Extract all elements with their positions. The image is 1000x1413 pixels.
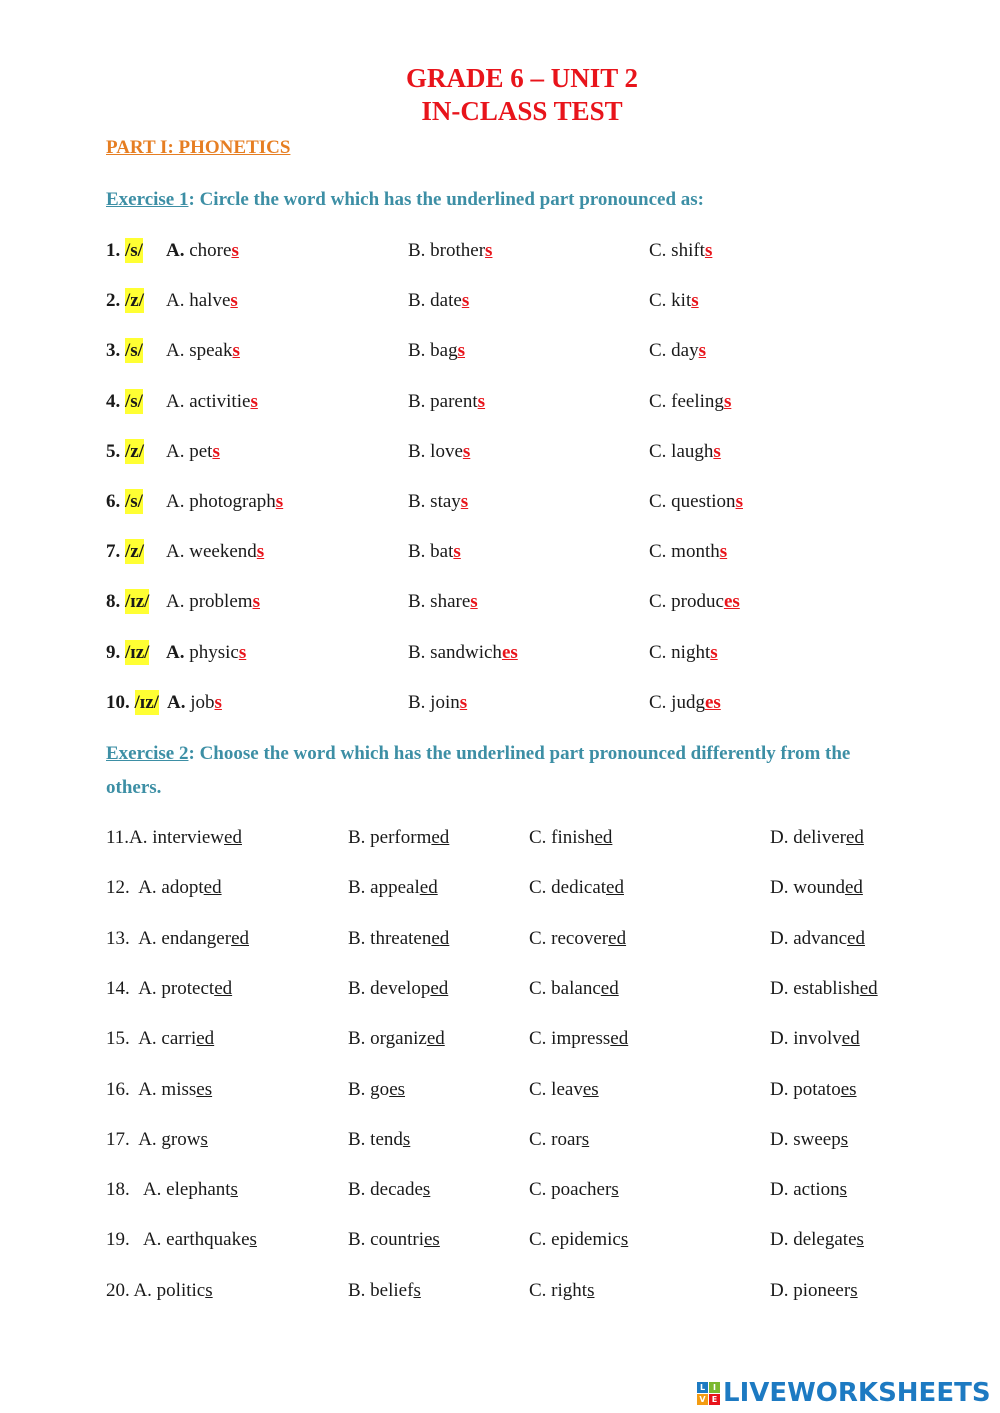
option-c-ending: ed (606, 877, 624, 899)
option-a (166, 286, 238, 316)
option-b-ending: ed (431, 927, 450, 949)
option-a (106, 974, 232, 1004)
option-d-ending: s (840, 1128, 849, 1150)
option-c-word: C. judg (649, 691, 705, 713)
item-number: 3. (106, 340, 121, 362)
page-title-line2: IN-CLASS TEST (421, 96, 623, 126)
option-a-prefix: A. (166, 541, 185, 563)
option-c (649, 286, 699, 316)
option-b-ending: s (422, 1179, 431, 1201)
option-b-ending: es (501, 641, 518, 663)
option-a-prefix: A. (166, 591, 185, 613)
option-c-word: C. finish (529, 827, 595, 848)
option-a-ending: s (231, 240, 239, 261)
phonetic-symbol: /ɪz/ (134, 691, 159, 713)
phonetic-symbol: /z/ (125, 290, 144, 312)
option-a-word: 12. A. adopt (106, 877, 204, 899)
option-b-word: B. date (408, 290, 462, 312)
option-d (770, 1075, 857, 1105)
option-a-ending: s (252, 591, 260, 613)
option-c (529, 924, 626, 954)
option-c-ending: s (611, 1179, 619, 1201)
option-d-word: D. pioneer (770, 1279, 851, 1301)
option-a-ending: s (256, 541, 265, 563)
logo-mark-i: I (709, 1382, 720, 1393)
option-b-ending: es (424, 1229, 440, 1251)
option-b (348, 1175, 430, 1205)
option-b-word: B. share (408, 591, 471, 613)
option-c-word: C. question (649, 491, 736, 512)
option-a-word: 16. A. miss (106, 1078, 197, 1100)
option-b (348, 1075, 405, 1105)
option-c (529, 1125, 589, 1155)
option-d-word: D. deliver (770, 827, 846, 848)
option-a-ending: s (200, 1128, 208, 1150)
option-b-word: B. sandwich (408, 641, 502, 663)
option-a-ending: s (249, 1229, 257, 1251)
item-number: 8. (106, 591, 121, 613)
option-b-ending: s (460, 491, 469, 512)
item-number: 1. (106, 240, 121, 261)
option-b-ending: es (389, 1078, 406, 1100)
option-a-stem: pet (184, 440, 213, 462)
option-a-prefix: A. (166, 491, 185, 512)
item-number: 5. (106, 440, 121, 462)
option-a (166, 236, 239, 266)
option-b-ending: ed (431, 827, 450, 848)
option-d-word: D. action (770, 1179, 840, 1201)
option-c-word: C. kit (649, 290, 692, 312)
option-a (106, 1024, 214, 1054)
item-number: 6. (106, 491, 121, 512)
item-number-cell (106, 587, 149, 617)
option-c-word: C. recover (529, 927, 609, 949)
option-d (770, 1024, 860, 1054)
option-d-ending: s (850, 1279, 858, 1301)
item-number-cell (106, 537, 144, 567)
option-c-word: C. produc (649, 591, 724, 613)
option-b (408, 387, 485, 417)
option-c-ending: ed (594, 827, 613, 848)
option-a-word: 13. A. endanger (106, 927, 232, 949)
option-c (649, 638, 718, 668)
option-b (348, 1125, 410, 1155)
option-b (348, 1024, 445, 1054)
option-c (649, 537, 727, 567)
option-c-ending: s (698, 340, 707, 362)
option-d-word: D. wound (770, 877, 845, 899)
option-c (649, 487, 743, 517)
logo-mark-icon (697, 1382, 720, 1405)
option-d-word: D. advanc (770, 927, 848, 949)
option-d-word: D. involv (770, 1028, 842, 1050)
option-c (649, 437, 721, 467)
option-b-word: B. belief (348, 1279, 414, 1301)
option-a-prefix: A. (166, 290, 185, 312)
option-a (106, 873, 222, 903)
option-c-word: C. impress (529, 1028, 611, 1050)
item-number-cell (106, 286, 144, 316)
phonetic-symbol: /z/ (125, 541, 144, 563)
option-a-ending: s (275, 491, 284, 512)
option-a-word: 20. A. politic (106, 1279, 206, 1301)
phonetic-symbol: /ɪz/ (125, 591, 150, 613)
option-c-word: C. poacher (529, 1179, 612, 1201)
exercise1-heading (106, 183, 704, 216)
option-a-stem: job (185, 691, 215, 713)
option-a-word: 15. A. carri (106, 1028, 197, 1050)
exercise1-label: Exercise 1 (106, 189, 189, 210)
option-a-stem: halve (184, 290, 231, 312)
option-c-ending: s (719, 541, 728, 563)
option-c-word: C. leav (529, 1078, 583, 1100)
option-b (408, 487, 468, 517)
option-a-prefix: A. (166, 641, 185, 663)
option-d (770, 924, 865, 954)
option-b-word: B. decade (348, 1179, 423, 1201)
logo-text: LIVEWORKSHEETS (723, 1378, 991, 1408)
option-d-word: D. establish (770, 977, 860, 999)
option-c-ending: ed (608, 927, 627, 949)
option-d (770, 873, 863, 903)
option-a (166, 537, 264, 567)
option-d-ending: s (839, 1179, 848, 1201)
option-c-word: C. laugh (649, 440, 714, 462)
option-b-word: B. bag (408, 340, 458, 362)
option-a-word: 18. A. elephant (106, 1179, 231, 1201)
page-title-line1: GRADE 6 – UNIT 2 (405, 63, 639, 93)
option-a-stem: photograph (184, 491, 276, 512)
option-c (529, 1276, 594, 1306)
option-c-ending: es (723, 591, 740, 613)
option-d-ending: ed (847, 927, 865, 949)
option-b-ending: s (462, 440, 471, 462)
item-number: 4. (106, 390, 121, 412)
option-a-prefix: A. (166, 340, 185, 362)
item-number-cell (106, 487, 143, 517)
option-c (649, 236, 712, 266)
option-a-ending: s (205, 1279, 213, 1301)
option-b-ending: s (485, 240, 493, 261)
option-b-word: B. bat (408, 541, 454, 563)
option-c-ending: s (735, 491, 743, 512)
option-a-ending: s (250, 390, 258, 412)
option-b-word: B. perform (348, 827, 432, 848)
option-d (770, 974, 878, 1004)
exercise1-instruction: : Circle the word which has the underlined part pronounced as: (188, 189, 704, 210)
option-b (408, 537, 461, 567)
item-number: 2. (106, 290, 121, 312)
option-c (529, 1225, 628, 1255)
option-d (770, 1276, 858, 1306)
option-b-word: B. stay (408, 491, 461, 512)
option-a-ending: s (232, 340, 240, 362)
option-b (348, 1276, 421, 1306)
option-b (408, 688, 467, 718)
option-a (166, 437, 220, 467)
option-a-prefix: A. (166, 390, 185, 412)
option-d (770, 823, 864, 853)
phonetic-symbol: /ɪz/ (125, 641, 150, 663)
option-c-ending: s (723, 390, 732, 412)
option-a (106, 1276, 213, 1306)
option-b-ending: s (413, 1279, 421, 1301)
option-a-ending: ed (214, 977, 233, 999)
option-d-ending: s (856, 1229, 864, 1251)
option-a-word: 17. A. grow (106, 1128, 201, 1150)
logo-mark-v: V (697, 1394, 708, 1405)
option-c (529, 1175, 619, 1205)
option-b-ending: s (457, 340, 466, 362)
option-c-word: C. feeling (649, 390, 724, 412)
option-c-ending: s (691, 290, 699, 312)
option-a-ending: s (212, 440, 220, 462)
option-a-ending: ed (203, 877, 222, 899)
phonetic-symbol: /s/ (125, 240, 143, 261)
option-c-word: C. night (649, 641, 711, 663)
option-c (529, 873, 624, 903)
option-c (649, 688, 721, 718)
option-a-ending: s (230, 1179, 238, 1201)
option-b-word: B. join (408, 691, 460, 713)
option-d-ending: ed (859, 977, 878, 999)
option-b-ending: s (453, 541, 461, 563)
liveworksheets-logo (697, 1376, 991, 1410)
part-heading: PART I: PHONETICS (106, 137, 291, 158)
option-c-ending: ed (600, 977, 619, 999)
option-a (166, 387, 258, 417)
option-b-ending: s (477, 390, 486, 412)
option-b-word: B. organiz (348, 1028, 427, 1050)
item-number: 9. (106, 641, 121, 663)
option-c-word: C. right (529, 1279, 588, 1301)
option-b (408, 587, 478, 617)
option-d-ending: ed (841, 1028, 860, 1050)
option-b (408, 638, 518, 668)
option-c (649, 587, 740, 617)
option-d-ending: es (840, 1078, 857, 1100)
option-c-ending: s (587, 1279, 595, 1301)
option-c (529, 1024, 628, 1054)
option-b-ending: s (459, 691, 468, 713)
option-b-word: B. threaten (348, 927, 432, 949)
option-b-word: B. countri (348, 1229, 424, 1251)
item-number: 10. (106, 691, 130, 713)
option-c-ending: s (713, 440, 721, 462)
exercise2-heading (106, 737, 850, 770)
option-a (166, 638, 246, 668)
option-c (529, 974, 619, 1004)
option-a-ending: s (230, 290, 238, 312)
option-b (348, 1225, 440, 1255)
option-a-word: 11.A. interview (106, 827, 225, 848)
phonetic-symbol: /z/ (125, 440, 144, 462)
option-b-ending: ed (430, 977, 449, 999)
option-a-ending: ed (224, 827, 242, 848)
option-b (348, 873, 438, 903)
option-c-ending: es (582, 1078, 599, 1100)
option-a (106, 1225, 257, 1255)
exercise2-label: Exercise 2 (106, 743, 189, 764)
item-number-cell (106, 336, 143, 366)
option-c (649, 336, 706, 366)
option-a-word: 19. A. earthquake (106, 1229, 250, 1251)
option-b-ending: s (461, 290, 470, 312)
option-a-ending: s (214, 691, 222, 713)
option-a (166, 487, 283, 517)
option-a-ending: ed (231, 927, 249, 949)
option-a (106, 1125, 208, 1155)
option-d (770, 1125, 848, 1155)
option-b (348, 974, 448, 1004)
option-c-ending: es (704, 691, 721, 713)
option-a-prefix: A. (166, 440, 185, 462)
exercise2-instruction-line1: : Choose the word which has the underlined part pronounced differently from the (188, 743, 851, 764)
option-a-ending: s (238, 641, 247, 663)
logo-mark-l: L (697, 1382, 708, 1393)
item-number-cell (106, 387, 143, 417)
option-a (167, 688, 222, 718)
option-a-stem: weekend (184, 541, 257, 563)
option-d-word: D. potato (770, 1078, 841, 1100)
item-number-cell (106, 236, 143, 266)
option-c-ending: ed (610, 1028, 629, 1050)
option-c (529, 823, 612, 853)
option-c-ending: s (620, 1229, 629, 1251)
option-d (770, 1175, 847, 1205)
option-b-ending: ed (419, 877, 438, 899)
option-b-ending: ed (426, 1028, 445, 1050)
option-b (408, 336, 465, 366)
option-c (529, 1075, 599, 1105)
option-b (348, 823, 449, 853)
option-b-word: B. go (348, 1078, 390, 1100)
option-d-ending: ed (844, 877, 863, 899)
option-c-word: C. day (649, 340, 699, 362)
option-b-word: B. love (408, 440, 463, 462)
option-c-word: C. shift (649, 240, 705, 261)
option-c-word: C. balanc (529, 977, 601, 999)
option-d-word: D. delegate (770, 1229, 857, 1251)
option-c (649, 387, 731, 417)
item-number: 7. (106, 541, 121, 563)
option-b (408, 286, 469, 316)
option-a-prefix: A. (167, 691, 186, 713)
option-a-word: 14. A. protect (106, 977, 215, 999)
logo-mark-e: E (709, 1394, 720, 1405)
item-number-cell (106, 638, 149, 668)
option-a-stem: physic (184, 641, 239, 663)
option-c-word: C. roar (529, 1128, 582, 1150)
option-a-stem: activitie (184, 390, 251, 412)
option-b-ending: s (470, 591, 478, 613)
option-b-word: B. parent (408, 390, 478, 412)
option-c-word: C. month (649, 541, 720, 563)
exercise2-instruction-line2: others. (106, 777, 162, 798)
option-d (770, 1225, 864, 1255)
option-b-ending: s (402, 1128, 411, 1150)
option-a (106, 1075, 212, 1105)
option-b-word: B. appeal (348, 877, 420, 899)
item-number-cell (106, 688, 159, 718)
option-a-stem: problem (184, 591, 253, 613)
item-number-cell (106, 437, 144, 467)
phonetic-symbol: /s/ (125, 491, 143, 512)
option-b (408, 437, 470, 467)
option-b (348, 924, 449, 954)
option-b (408, 236, 492, 266)
option-c-ending: s (710, 641, 718, 663)
option-c-ending: s (704, 240, 713, 261)
option-b-word: B. develop (348, 977, 431, 999)
option-a (166, 336, 240, 366)
option-a-prefix: A. (166, 240, 185, 261)
option-d-word: D. sweep (770, 1128, 841, 1150)
option-a-stem: speak (184, 340, 233, 362)
phonetic-symbol: /s/ (125, 390, 143, 412)
option-c-ending: s (581, 1128, 590, 1150)
option-b-word: B. tend (348, 1128, 403, 1150)
phonetic-symbol: /s/ (125, 340, 143, 362)
option-c-word: C. dedicat (529, 877, 607, 899)
option-a (166, 587, 260, 617)
option-a (106, 924, 249, 954)
option-c-word: C. epidemic (529, 1229, 621, 1251)
option-d-ending: ed (845, 827, 864, 848)
option-a-ending: ed (196, 1028, 215, 1050)
option-b-word: B. brother (408, 240, 486, 261)
option-a (106, 1175, 238, 1205)
option-a-stem: chore (184, 240, 232, 261)
option-a (106, 823, 242, 853)
option-a-ending: es (196, 1078, 213, 1100)
